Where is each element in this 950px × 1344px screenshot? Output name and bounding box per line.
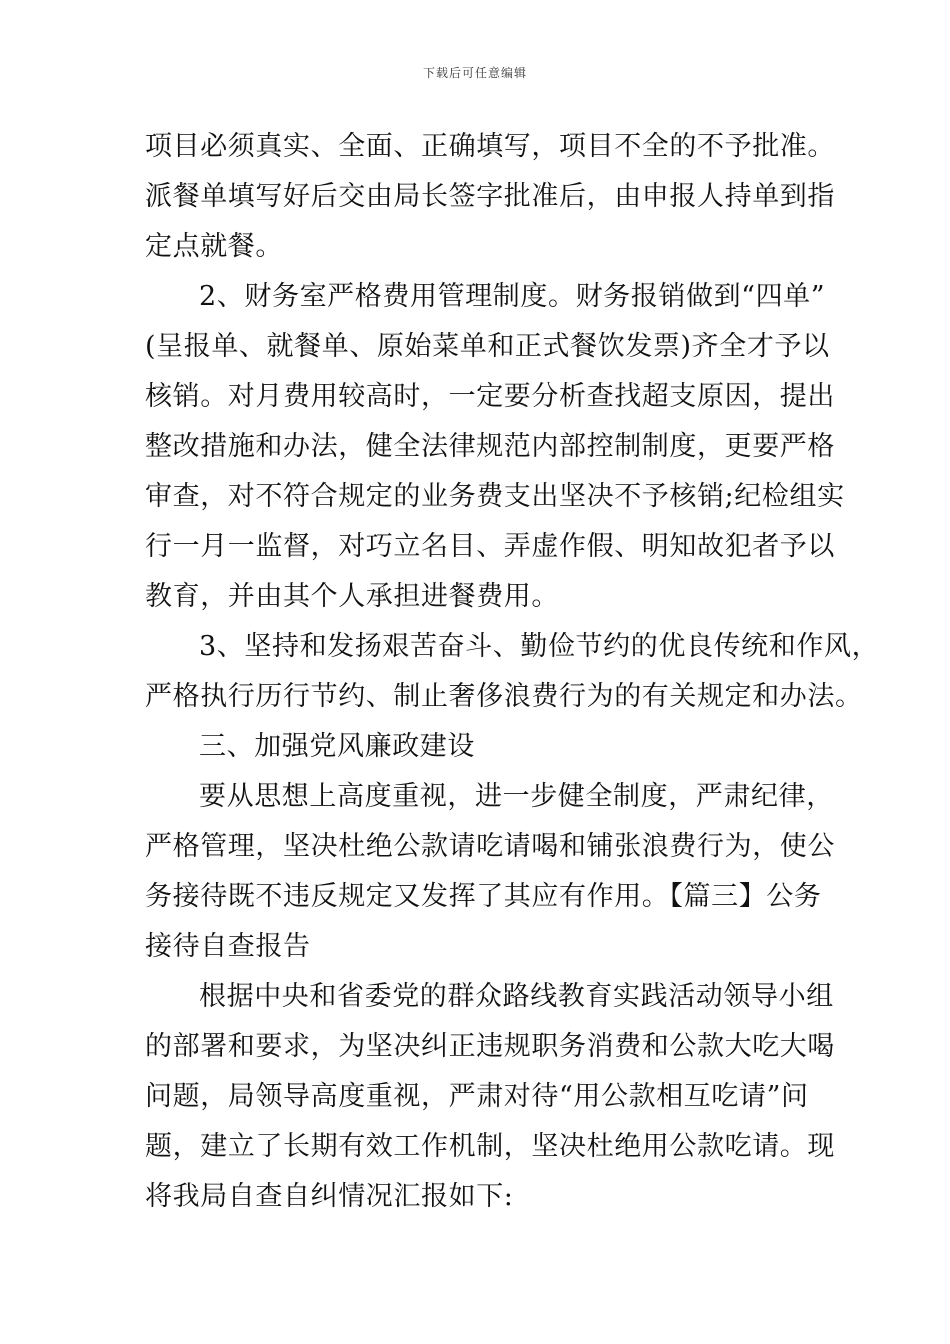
- text-line: 行一月一监督，对巧立名目、弄虚作假、明知故犯者予以: [145, 531, 835, 562]
- text-line: 题，建立了长期有效工作机制，坚决杜绝用公款吃请。现: [145, 1131, 835, 1162]
- paragraph-start-line: 3、坚持和发扬艰苦奋斗、勤俭节约的优良传统和作风，: [199, 631, 880, 662]
- text-line: 定点就餐。: [145, 231, 283, 262]
- text-line: 教育，并由其个人承担进餐费用。: [145, 581, 559, 612]
- text-line: 整改措施和办法，健全法律规范内部控制制度，更要严格: [145, 431, 835, 462]
- body-text: [145, 122, 880, 1222]
- page-header: 下载后可任意编辑: [422, 66, 527, 80]
- text-line: 接待自查报告: [145, 931, 311, 962]
- text-line: 审查，对不符合规定的业务费支出坚决不予核销;纪检组实: [145, 481, 845, 512]
- paragraph-start-line: 根据中央和省委党的群众路线教育实践活动领导小组: [199, 981, 834, 1012]
- text-line: 问题，局领导高度重视，严肃对待“用公款相互吃请”问: [145, 1081, 809, 1112]
- text-line: (呈报单、就餐单、原始菜单和正式餐饮发票)齐全才予以: [145, 331, 830, 362]
- text-line: 派餐单填写好后交由局长签字批准后，由申报人持单到指: [145, 181, 835, 212]
- text-line: 严格管理，坚决杜绝公款请吃请喝和铺张浪费行为，使公: [145, 831, 835, 862]
- text-line: 严格执行历行节约、制止奢侈浪费行为的有关规定和办法。: [145, 681, 863, 712]
- paragraph-start-line: 2、财务室严格费用管理制度。财务报销做到“四单”: [199, 281, 826, 312]
- text-line: 将我局自查自纠情况汇报如下:: [145, 1181, 514, 1212]
- text-line: 项目必须真实、全面、正确填写，项目不全的不予批准。: [145, 131, 835, 162]
- text-line: 的部署和要求，为坚决纠正违规职务消费和公款大吃大喝: [145, 1031, 835, 1062]
- text-line: 核销。对月费用较高时，一定要分析查找超支原因，提出: [145, 381, 835, 412]
- section-heading: 三、加强党风廉政建设: [199, 731, 475, 762]
- text-line: 务接待既不违反规定又发挥了其应有作用。【篇三】公务: [145, 881, 822, 912]
- paragraph-start-line: 要从思想上高度重视，进一步健全制度，严肃纪律，: [199, 781, 834, 812]
